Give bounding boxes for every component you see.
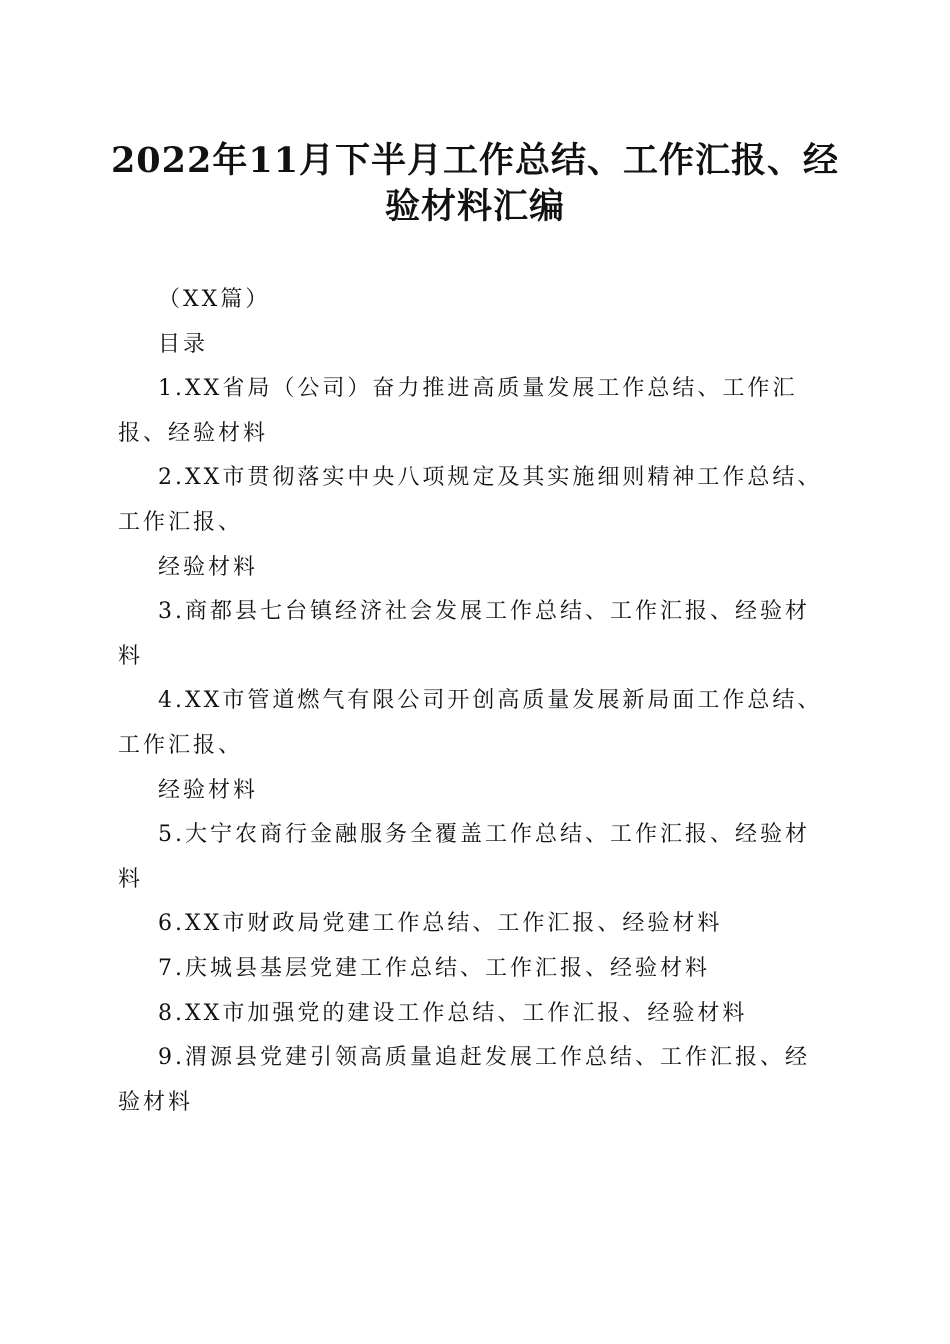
toc-item-text-cont: 料	[118, 866, 144, 892]
toc-item-text-cont: 料	[118, 643, 144, 669]
toc-item-2-continuation: 经验材料	[158, 554, 259, 580]
toc-item-6: 6.XX市财政局党建工作总结、工作汇报、经验材料	[158, 911, 723, 937]
toc-item-2	[118, 456, 838, 545]
toc-item-text-cont: 验材料	[118, 1089, 194, 1115]
toc-item-text: 9.渭源县党建引领高质量追赶发展工作总结、工作汇报、经	[158, 1045, 810, 1071]
toc-item-1	[118, 367, 838, 456]
toc-item-8: 8.XX市加强党的建设工作总结、工作汇报、经验材料	[158, 1000, 748, 1026]
title-line-1: 2022年11月下半月工作总结、工作汇报、经	[110, 140, 840, 181]
subtitle: （XX篇）	[158, 287, 271, 312]
toc-item-5	[118, 813, 838, 902]
toc-item-text: 3.商都县七台镇经济社会发展工作总结、工作汇报、经验材	[158, 599, 810, 625]
toc-item-text-cont: 工作汇报、	[118, 732, 244, 758]
toc-item-text-cont: 工作汇报、	[118, 509, 244, 535]
toc-item-text: 1.XX省局（公司）奋力推进高质量发展工作总结、工作汇	[158, 376, 798, 402]
toc-item-4	[118, 679, 838, 768]
toc-item-7: 7.庆城县基层党建工作总结、工作汇报、经验材料	[158, 955, 710, 981]
toc-item-text: 5.大宁农商行金融服务全覆盖工作总结、工作汇报、经验材	[158, 822, 810, 848]
toc-item-text: 2.XX市贯彻落实中央八项规定及其实施细则精神工作总结、	[158, 465, 823, 491]
toc-item-text-cont: 报、经验材料	[118, 420, 269, 446]
toc-item-text: 4.XX市管道燃气有限公司开创高质量发展新局面工作总结、	[158, 688, 823, 714]
title-line-2: 验材料汇编	[384, 186, 565, 227]
toc-heading: 目录	[158, 331, 209, 357]
toc-item-4-continuation: 经验材料	[158, 777, 259, 803]
toc-item-9	[118, 1036, 838, 1125]
document-title	[110, 138, 840, 230]
document-body	[118, 278, 838, 1125]
toc-item-3	[118, 590, 838, 679]
